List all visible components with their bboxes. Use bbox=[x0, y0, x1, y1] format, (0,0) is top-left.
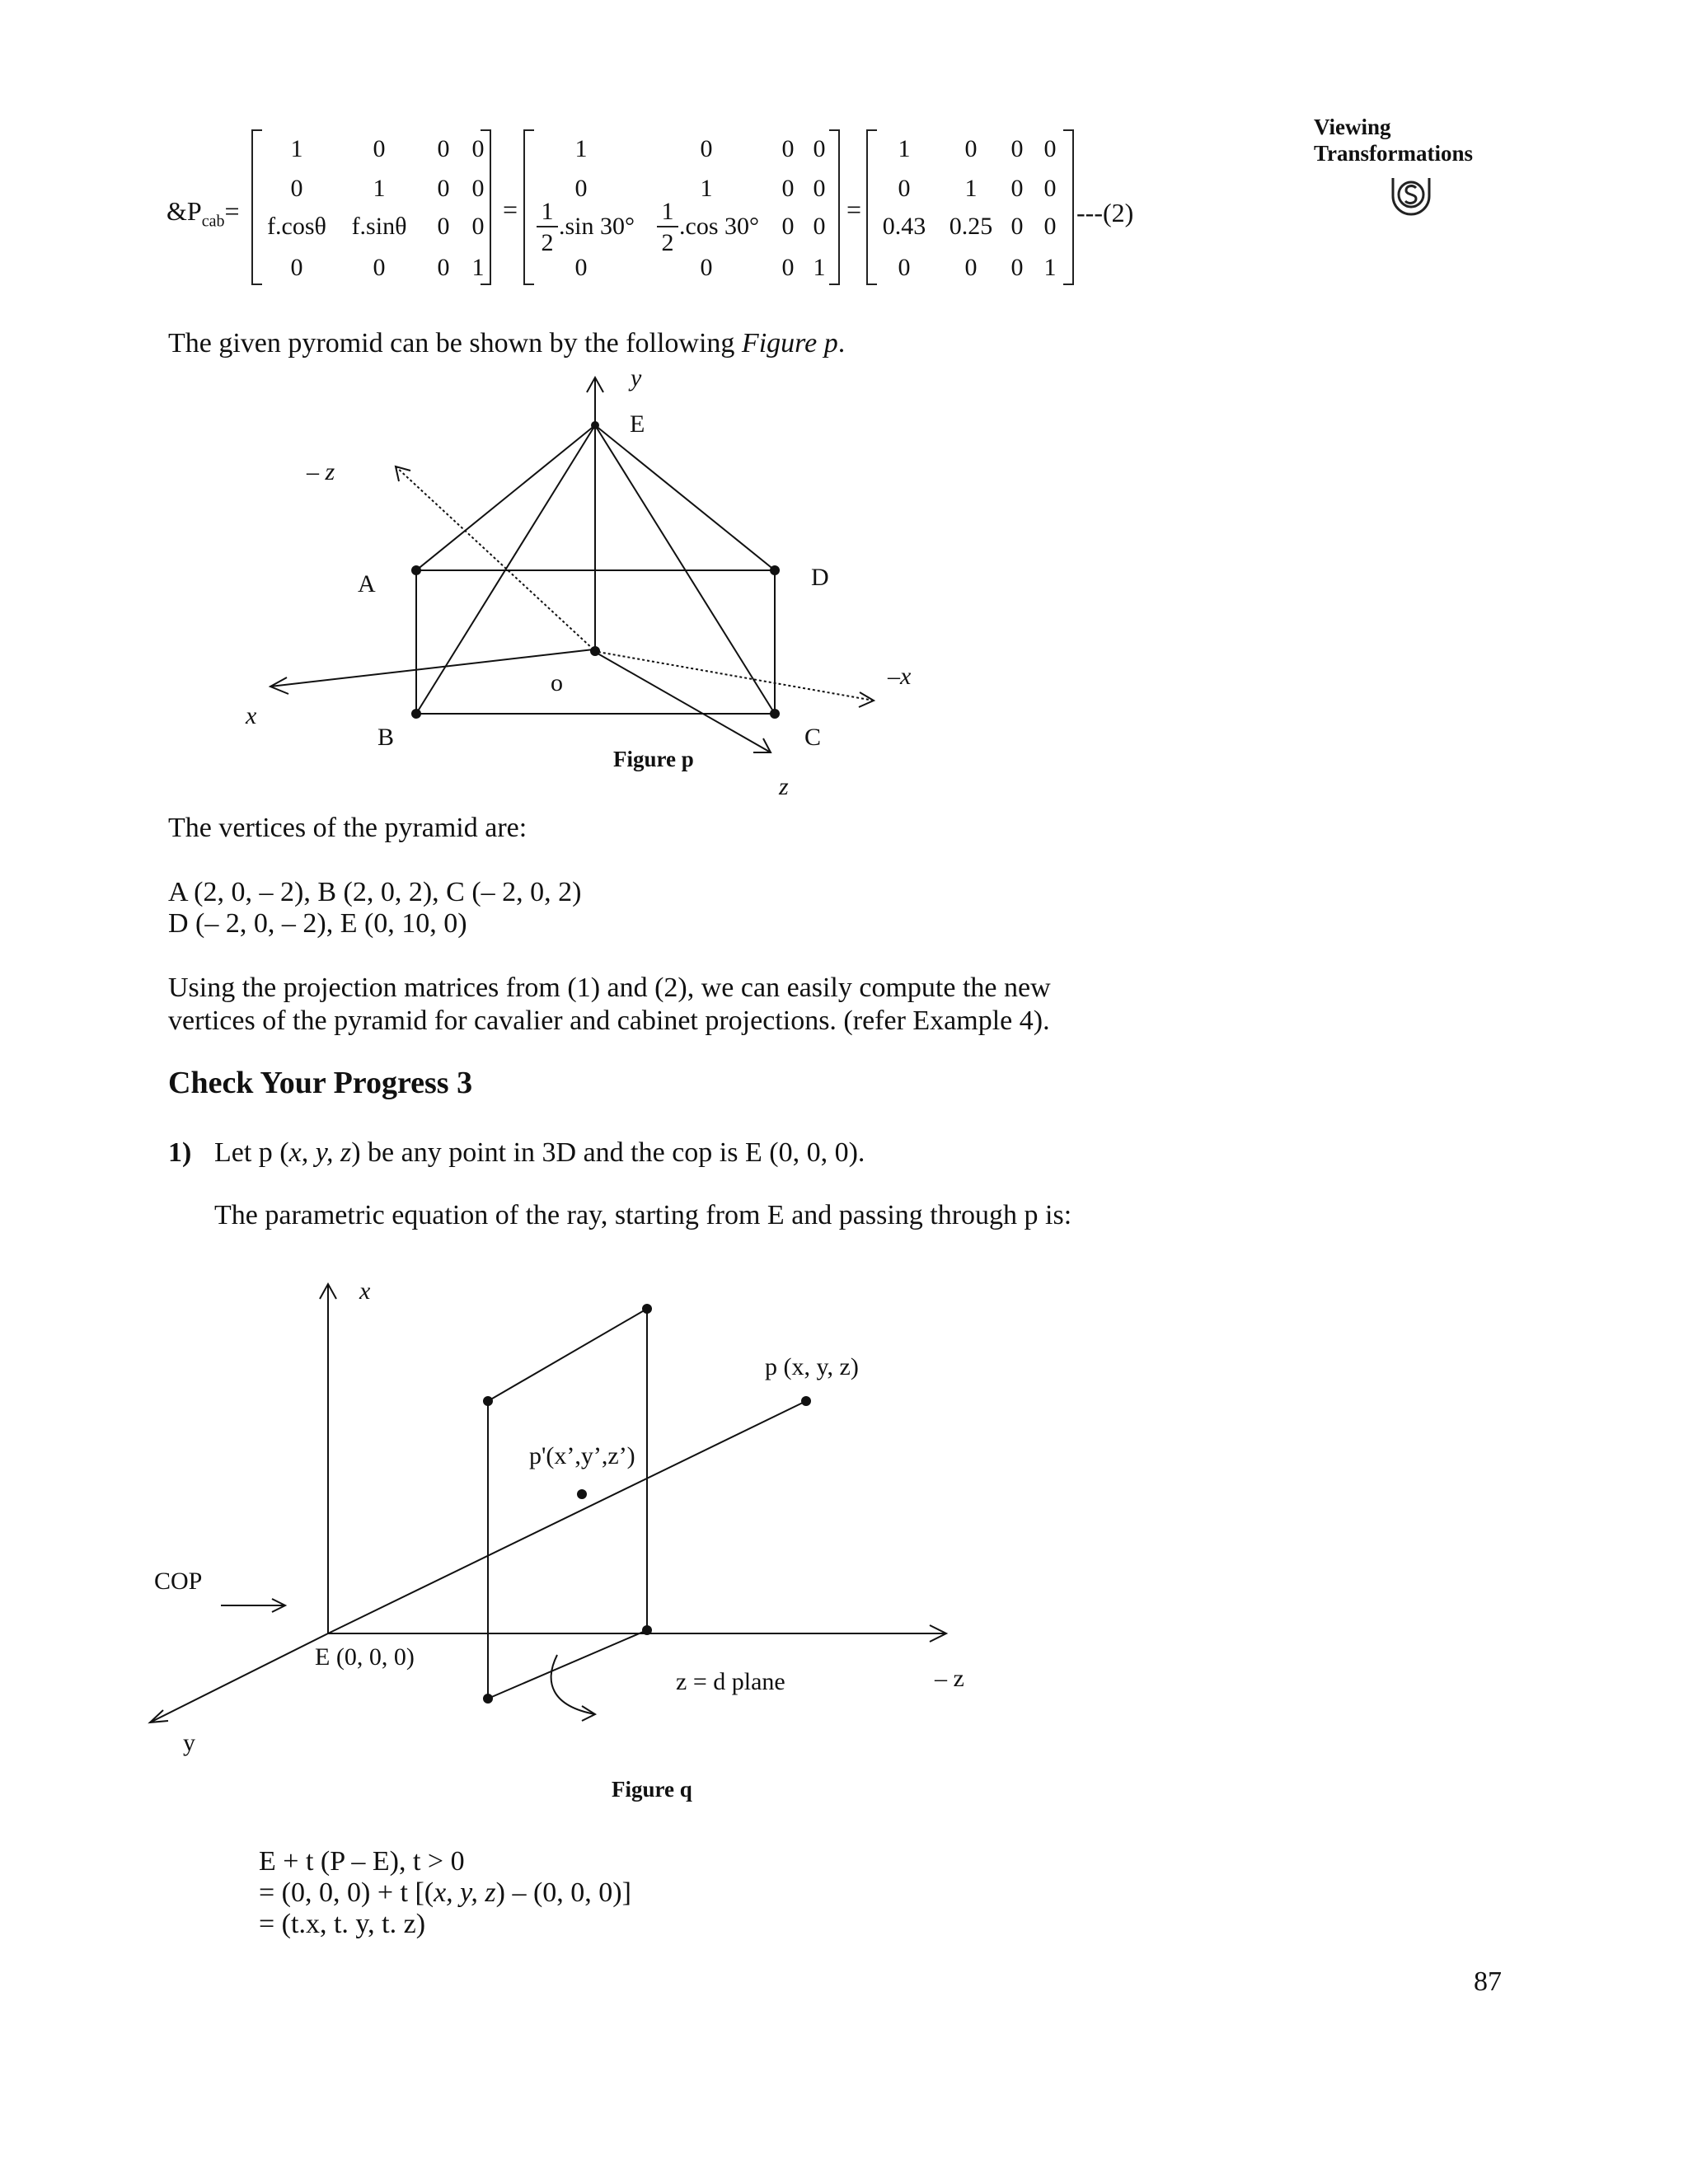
m3-cell: 0 bbox=[1010, 213, 1024, 240]
m2-fraction-num: 1 bbox=[661, 198, 674, 225]
paragraph-figure-intro: The given pyromid can be shown by the following Figure p. bbox=[168, 328, 846, 359]
point-label-p-prime: p'(x’,y’,z’) bbox=[529, 1442, 635, 1469]
m3-cell: 0 bbox=[898, 254, 911, 281]
origin-label: o bbox=[551, 669, 563, 696]
m3-cell: 0.25 bbox=[949, 213, 993, 240]
m2-cell: 0 bbox=[781, 135, 795, 162]
axis-label-neg-z: – z bbox=[935, 1665, 964, 1692]
m2-fraction-den: 2 bbox=[661, 229, 674, 256]
m3-cell: 0.43 bbox=[882, 213, 926, 240]
paragraph-projection-line-2: vertices of the pyramid for cavalier and cabinet projections. (refer Example 4). bbox=[168, 1005, 1050, 1036]
axis-label-neg-z: – z bbox=[307, 458, 335, 485]
vertex-label-d: D bbox=[811, 564, 829, 591]
equation-line-2: = (0, 0, 0) + t [(x, y, z) – (0, 0, 0)] bbox=[259, 1877, 631, 1908]
page-number: 87 bbox=[1474, 1966, 1502, 1997]
m2-cell: .cos 30° bbox=[679, 213, 759, 240]
m3-cell: 1 bbox=[1043, 254, 1057, 281]
vertices-line-1: A (2, 0, – 2), B (2, 0, 2), C (– 2, 0, 2) bbox=[168, 877, 582, 907]
m2-cell: 0 bbox=[700, 135, 713, 162]
m3-cell: 1 bbox=[898, 135, 911, 162]
m2-cell: 0 bbox=[781, 175, 795, 202]
equation-line-3: = (t.x, t. y, t. z) bbox=[259, 1909, 426, 1939]
m1-cell: 0 bbox=[290, 254, 303, 281]
m2-cell: 0 bbox=[781, 213, 795, 240]
question-number: 1) bbox=[168, 1137, 192, 1168]
plane-label: z = d plane bbox=[676, 1668, 785, 1695]
axis-label-z: z bbox=[779, 773, 789, 800]
m1-cell: 0 bbox=[373, 135, 386, 162]
lhs-label: $\&P_{cab}=$ bbox=[166, 196, 240, 231]
m3-cell: 0 bbox=[1043, 213, 1057, 240]
m1-cell: 1 bbox=[471, 254, 485, 281]
figure-p bbox=[0, 363, 989, 808]
m3-cell: 1 bbox=[964, 175, 978, 202]
m1-cell: 0 bbox=[437, 213, 450, 240]
m1-cell: 0 bbox=[471, 175, 485, 202]
m2-cell: 0 bbox=[813, 135, 826, 162]
m2-cell: 0 bbox=[813, 213, 826, 240]
sidebar-title-line1: Viewing bbox=[1314, 115, 1391, 139]
origin-label-e: E (0, 0, 0) bbox=[315, 1643, 415, 1671]
m1-cell: 1 bbox=[373, 175, 386, 202]
figure-q-caption: Figure q bbox=[612, 1777, 692, 1802]
figure-p-caption: Figure p bbox=[613, 747, 694, 771]
m2-cell: 0 bbox=[781, 254, 795, 281]
sidebar-title-line2: Transformations bbox=[1314, 141, 1473, 166]
axis-label-neg-x: –x bbox=[888, 663, 912, 690]
m3-cell: 0 bbox=[964, 254, 978, 281]
vertex-label-a: A bbox=[358, 570, 376, 598]
m1-cell: f.sinθ bbox=[351, 213, 407, 240]
axis-label-x: x bbox=[359, 1277, 371, 1305]
m3-cell: 0 bbox=[898, 175, 911, 202]
m3-cell: 0 bbox=[1010, 135, 1024, 162]
cop-label: COP bbox=[154, 1568, 203, 1595]
pyramid-diagram bbox=[0, 363, 989, 808]
equation-line-1: E + t (P – E), t > 0 bbox=[259, 1846, 465, 1877]
paragraph-vertices-intro: The vertices of the pyramid are: bbox=[168, 813, 528, 843]
question-1-text: Let p (x, y, z) be any point in 3D and the cop is E (0, 0, 0). bbox=[214, 1137, 865, 1168]
m1-cell: 0 bbox=[471, 135, 485, 162]
equals-sign: = bbox=[502, 194, 518, 224]
vertices-line-2: D (– 2, 0, – 2), E (0, 10, 0) bbox=[168, 908, 467, 939]
axis-label-y: y bbox=[183, 1729, 195, 1756]
m1-cell: 0 bbox=[471, 213, 485, 240]
equals-sign: = bbox=[846, 194, 862, 224]
m1-cell: 0 bbox=[437, 175, 450, 202]
question-1-line-2: The parametric equation of the ray, starting from E and passing through p is: bbox=[214, 1200, 1072, 1230]
m2-cell: 0 bbox=[813, 175, 826, 202]
m2-cell: 1 bbox=[813, 254, 826, 281]
projection-diagram bbox=[0, 1261, 1030, 1821]
m2-fraction-num: 1 bbox=[541, 198, 554, 225]
m1-cell: f.cosθ bbox=[267, 213, 326, 240]
m1-cell: 0 bbox=[373, 254, 386, 281]
vertex-label-e: E bbox=[630, 410, 645, 438]
m2-cell: 1 bbox=[574, 135, 588, 162]
m1-cell: 0 bbox=[290, 175, 303, 202]
m2-fraction-den: 2 bbox=[541, 229, 554, 256]
point-label-p: p (x, y, z) bbox=[765, 1353, 859, 1380]
equation-number: ---(2) bbox=[1076, 198, 1134, 227]
vertex-label-b: B bbox=[377, 724, 395, 751]
m3-cell: 0 bbox=[1010, 175, 1024, 202]
figure-q bbox=[0, 1261, 1030, 1821]
m2-cell: .sin 30° bbox=[559, 213, 635, 240]
paragraph-projection-line-1: Using the projection matrices from (1) and (2), we can easily compute the new bbox=[168, 972, 1051, 1003]
m3-cell: 0 bbox=[1010, 254, 1024, 281]
m1-cell: 0 bbox=[437, 254, 450, 281]
m2-cell: 0 bbox=[574, 175, 588, 202]
vertex-label-c: C bbox=[804, 724, 822, 751]
axis-label-x: x bbox=[246, 702, 257, 729]
m1-cell: 1 bbox=[290, 135, 303, 162]
m2-cell: 1 bbox=[700, 175, 713, 202]
matrix-brackets bbox=[0, 0, 1688, 297]
section-heading: Check Your Progress 3 bbox=[168, 1066, 473, 1100]
m3-cell: 0 bbox=[1043, 135, 1057, 162]
axis-label-y: y bbox=[631, 364, 642, 391]
cabinet-equation bbox=[0, 0, 1688, 297]
m2-cell: 0 bbox=[574, 254, 588, 281]
m3-cell: 0 bbox=[964, 135, 978, 162]
m3-cell: 0 bbox=[1043, 175, 1057, 202]
m2-cell: 0 bbox=[700, 254, 713, 281]
m1-cell: 0 bbox=[437, 135, 450, 162]
